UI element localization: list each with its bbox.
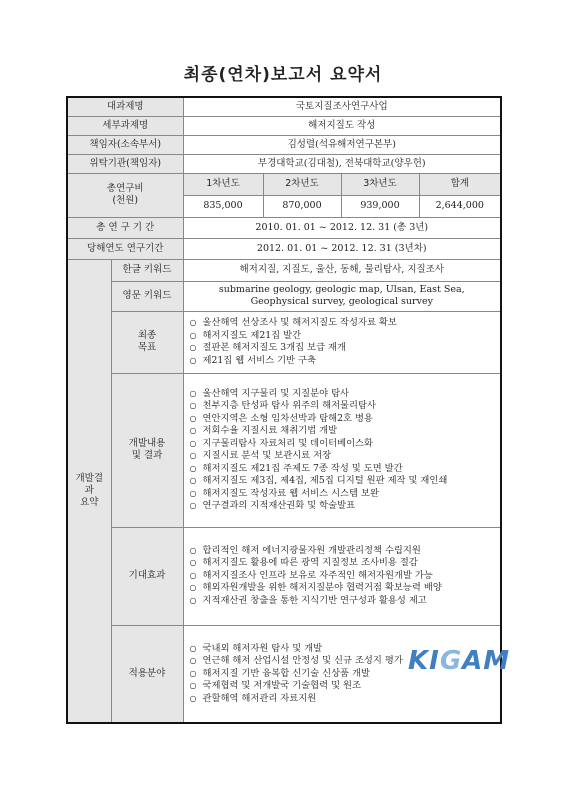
applications-label: 적용분야 xyxy=(111,625,183,723)
year-period-label: 당해연도 연구기간 xyxy=(67,238,183,259)
applications-item: ○ 국내외 해저자원 탐사 및 개발 xyxy=(190,643,497,656)
results-item: ○ 지구물리탐사 자료처리 및 데이터베이스화 xyxy=(190,438,497,451)
effects-item: ○ 해저지질조사 인프라 보유로 자주적인 해저자원개발 가능 xyxy=(190,570,497,583)
goals-label xyxy=(111,311,183,373)
summary-label xyxy=(67,259,111,723)
effects-item: ○ 해외자원개발을 위한 해저지질분야 협력거점 확보능력 배양 xyxy=(190,582,497,595)
results-cell xyxy=(183,373,501,527)
budget-label xyxy=(67,173,183,217)
results-label-line2: 및 결과 xyxy=(131,450,163,461)
effects-label: 기대효과 xyxy=(111,527,183,625)
goals-list xyxy=(188,317,497,367)
english-keywords-line2: Geophysical survey, geological survey xyxy=(250,296,433,307)
results-item: ○ 해저지질도 제21집 주제도 7종 작성 및 도면 발간 xyxy=(190,463,497,476)
korean-keywords-label: 한글 키워드 xyxy=(111,259,183,281)
summary-table xyxy=(66,96,502,724)
summary-label-line2: 요약 xyxy=(80,496,99,508)
budget-header-year3: 3차년도 xyxy=(341,173,419,195)
manager-value: 김성렬(석유해저연구본부) xyxy=(183,135,501,154)
english-keywords-value xyxy=(183,281,501,311)
applications-item: ○ 국제협력 및 저개발국 기술협력 및 원조 xyxy=(190,680,497,693)
project-title-label: 대과제명 xyxy=(67,97,183,116)
budget-label-line1: 총연구비 xyxy=(106,183,144,194)
budget-header-year1: 1차년도 xyxy=(183,173,263,195)
applications-item: ○ 연근해 해저 산업시설 안정성 및 신규 조성지 평가 xyxy=(190,655,497,668)
manager-label: 책임자(소속부서) xyxy=(67,135,183,154)
results-label xyxy=(111,373,183,527)
budget-value-year3: 939,000 xyxy=(341,195,419,217)
results-item: ○ 해저지질도 제3집, 제4집, 제5집 디지털 원판 제작 및 재인쇄 xyxy=(190,475,497,488)
goals-label-line2: 목표 xyxy=(137,342,157,353)
summary-label-line1: 개발결과 xyxy=(75,472,104,496)
results-item: ○ 연구결과의 지적재산권화 및 학술발표 xyxy=(190,500,497,513)
budget-value-total: 2,644,000 xyxy=(419,195,501,217)
contractor-label: 위탁기관(책임자) xyxy=(67,154,183,173)
results-list xyxy=(188,388,497,513)
results-item: ○ 해저지질도 작성자료 웹 서비스 시스템 보완 xyxy=(190,488,497,501)
results-item: ○ 연안지역은 소형 임차선박과 탐해2호 병용 xyxy=(190,413,497,426)
goals-item: ○ 울산해역 선상조사 및 해저지질도 작성자료 확보 xyxy=(190,317,497,330)
english-keywords-line1: submarine geology, geologic map, Ulsan, East Sea, xyxy=(218,284,465,295)
effects-item: ○ 해저지질도 활용에 따른 광역 지질정보 조사비용 절감 xyxy=(190,557,497,570)
total-period-value: 2010. 01. 01 ~ 2012. 12. 31 (총 3년) xyxy=(183,217,501,238)
effects-item: ○ 지적재산권 창출을 통한 지식기반 연구성과 활용성 제고 xyxy=(190,595,497,608)
korean-keywords-value: 해저지질, 지질도, 울산, 동해, 물리탐사, 지질조사 xyxy=(183,259,501,281)
applications-item: ○ 해저지질 기반 융복합 신기술 신상품 개발 xyxy=(190,668,497,681)
logo-text-b: G xyxy=(439,646,463,676)
budget-label-line2: (천원) xyxy=(112,195,139,206)
goals-label-line1: 최종 xyxy=(137,330,157,341)
results-item: ○ 지질시료 분석 및 보관시료 저장 xyxy=(190,450,497,463)
project-title-value: 국토지질조사연구사업 xyxy=(183,97,501,116)
goals-cell xyxy=(183,311,501,373)
page-title: 최종(연차)보고서 요약서 xyxy=(183,65,383,85)
goals-item: ○ 제21집 웹 서비스 기반 구축 xyxy=(190,355,497,368)
goals-item: ○ 절판본 해저지질도 3개집 보급 재개 xyxy=(190,342,497,355)
budget-header-year2: 2차년도 xyxy=(263,173,341,195)
budget-header-total: 합계 xyxy=(419,173,501,195)
budget-value-year1: 835,000 xyxy=(183,195,263,217)
sub-project-title-value: 해저지질도 작성 xyxy=(183,116,501,135)
results-label-line1: 개발내용 xyxy=(128,438,166,449)
kigam-logo xyxy=(408,646,510,676)
effects-item: ○ 합리적인 해저 에너지광물자원 개발관리정책 수립지원 xyxy=(190,545,497,558)
results-item: ○ 천부지층 탄성파 탐사 위주의 해저물리탐사 xyxy=(190,400,497,413)
logo-text-c: AM xyxy=(462,646,511,676)
applications-item: ○ 관할해역 해저관리 자료지원 xyxy=(190,693,497,706)
results-item: ○ 울산해역 지구물리 및 지질분야 탐사 xyxy=(190,388,497,401)
english-keywords-label: 영문 키워드 xyxy=(111,281,183,311)
contractor-value: 부경대학교(김대철), 전북대학교(양우헌) xyxy=(183,154,501,173)
total-period-label: 총 연 구 기 간 xyxy=(67,217,183,238)
sub-project-title-label: 세부과제명 xyxy=(67,116,183,135)
results-item: ○ 저회수율 지질시료 채취기법 개발 xyxy=(190,425,497,438)
effects-list xyxy=(188,545,497,608)
effects-cell xyxy=(183,527,501,625)
goals-item: ○ 해저지질도 제21집 발간 xyxy=(190,330,497,343)
budget-value-year2: 870,000 xyxy=(263,195,341,217)
year-period-value: 2012. 01. 01 ~ 2012. 12. 31 (3년차) xyxy=(183,238,501,259)
logo-text-a: KI xyxy=(408,646,440,676)
